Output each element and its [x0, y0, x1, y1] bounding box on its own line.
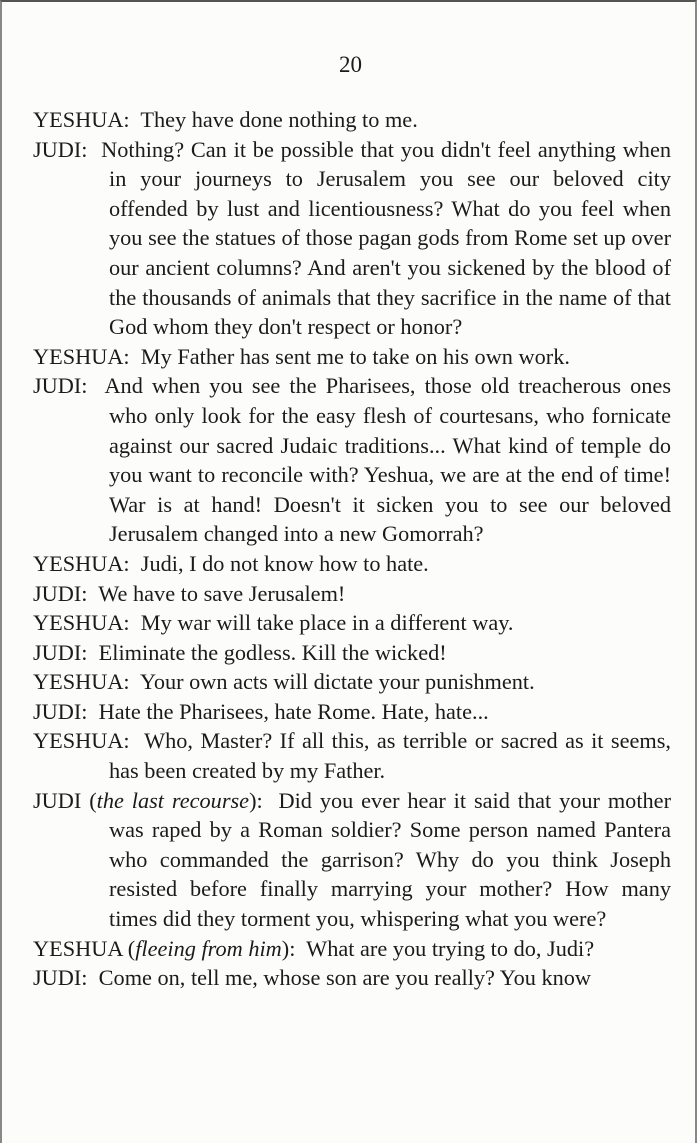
dialogue-line [33, 371, 671, 549]
dialogue-line [33, 934, 671, 964]
dialogue-line [33, 135, 671, 342]
dialogue-text: Eliminate the godless. Kill the wicked! [98, 639, 447, 665]
dialogue-line [33, 105, 671, 135]
dialogue-line [33, 726, 671, 785]
page-number: 20 [339, 52, 362, 77]
dialogue-line [33, 549, 671, 579]
speaker-name: JUDI: [33, 580, 88, 606]
dialogue-text: And when you see the Pharisees, those old treacherous ones who only look for the easy flesh of courtesans, who fornicate against our sacred Judaic traditions... What kind of temple do you want to reconcile with? Yeshua, we are at the end of time! War is at hand! Doesn't it sicken you to see our beloved Jerusalem changed into a new Gomorrah? [104, 373, 672, 547]
dialogue-line [33, 342, 671, 372]
speaker-name: YESHUA: [33, 343, 130, 369]
dialogue-line [33, 786, 671, 934]
stage-direction-open: ( [122, 935, 136, 961]
dialogue-text: Did you ever hear it said that your mother was raped by a Roman soldier? Some person named Pantera who commanded the garrison? Why do you think Joseph resisted before finally marrying your mother? How many times did they torment you, whispering what you were? [109, 787, 671, 932]
speaker-name: JUDI: [33, 639, 88, 665]
dialogue-text: My Father has sent me to take on his own work. [140, 343, 570, 369]
dialogue-line [33, 638, 671, 668]
speaker-name: JUDI: [33, 373, 88, 399]
dialogue-text: My war will take place in a different way. [140, 610, 514, 636]
dialogue-text: They have done nothing to me. [140, 107, 418, 132]
stage-direction: fleeing from him [135, 935, 282, 961]
stage-direction: the last recourse [96, 787, 250, 813]
speaker-name: YESHUA: [33, 610, 130, 636]
dialogue-text: Hate the Pharisees, hate Rome. Hate, hate... [98, 698, 489, 724]
stage-direction-close: ): [281, 935, 296, 961]
speaker-name: YESHUA: [33, 550, 130, 576]
speaker-name: JUDI: [33, 136, 88, 162]
dialogue-line [33, 963, 671, 993]
speaker-name: YESHUA: [33, 728, 130, 754]
dialogue-text: Who, Master? If all this, as terrible or sacred as it seems, has been created by my Father. [109, 728, 671, 784]
dialogue-text: What are you trying to do, Judi? [306, 935, 595, 961]
stage-direction-open: ( [81, 787, 97, 813]
dialogue-text: We have to save Jerusalem! [98, 580, 346, 606]
dialogue-line [33, 579, 671, 609]
speaker-name: YESHUA: [33, 669, 130, 695]
dialogue-line [33, 667, 671, 697]
dialogue-text: Your own acts will dictate your punishment. [139, 669, 535, 695]
stage-direction-close: ): [249, 787, 263, 813]
dialogue-text: Come on, tell me, whose son are you really? You know [98, 965, 591, 991]
speaker-name: YESHUA [33, 935, 123, 961]
speaker-name: JUDI [33, 787, 82, 813]
dialogue-line [33, 697, 671, 727]
speaker-name: JUDI: [33, 965, 88, 991]
speaker-name: JUDI: [33, 698, 88, 724]
dialogue-line [33, 608, 671, 638]
script-text [33, 105, 671, 993]
dialogue-text: Judi, I do not know how to hate. [140, 550, 429, 576]
dialogue-text: Nothing? Can it be possible that you didn't feel anything when in your journeys to Jerusalem you see our beloved city offended by lust and licentiousness? What do you feel when you see the statues of those pagan gods from Rome set up over our ancient columns? And aren't you sickened by the blood of the thousands of animals that they sacrifice in the name of that God whom they don't respect or honor? [101, 136, 671, 340]
speaker-name: YESHUA: [33, 107, 130, 132]
